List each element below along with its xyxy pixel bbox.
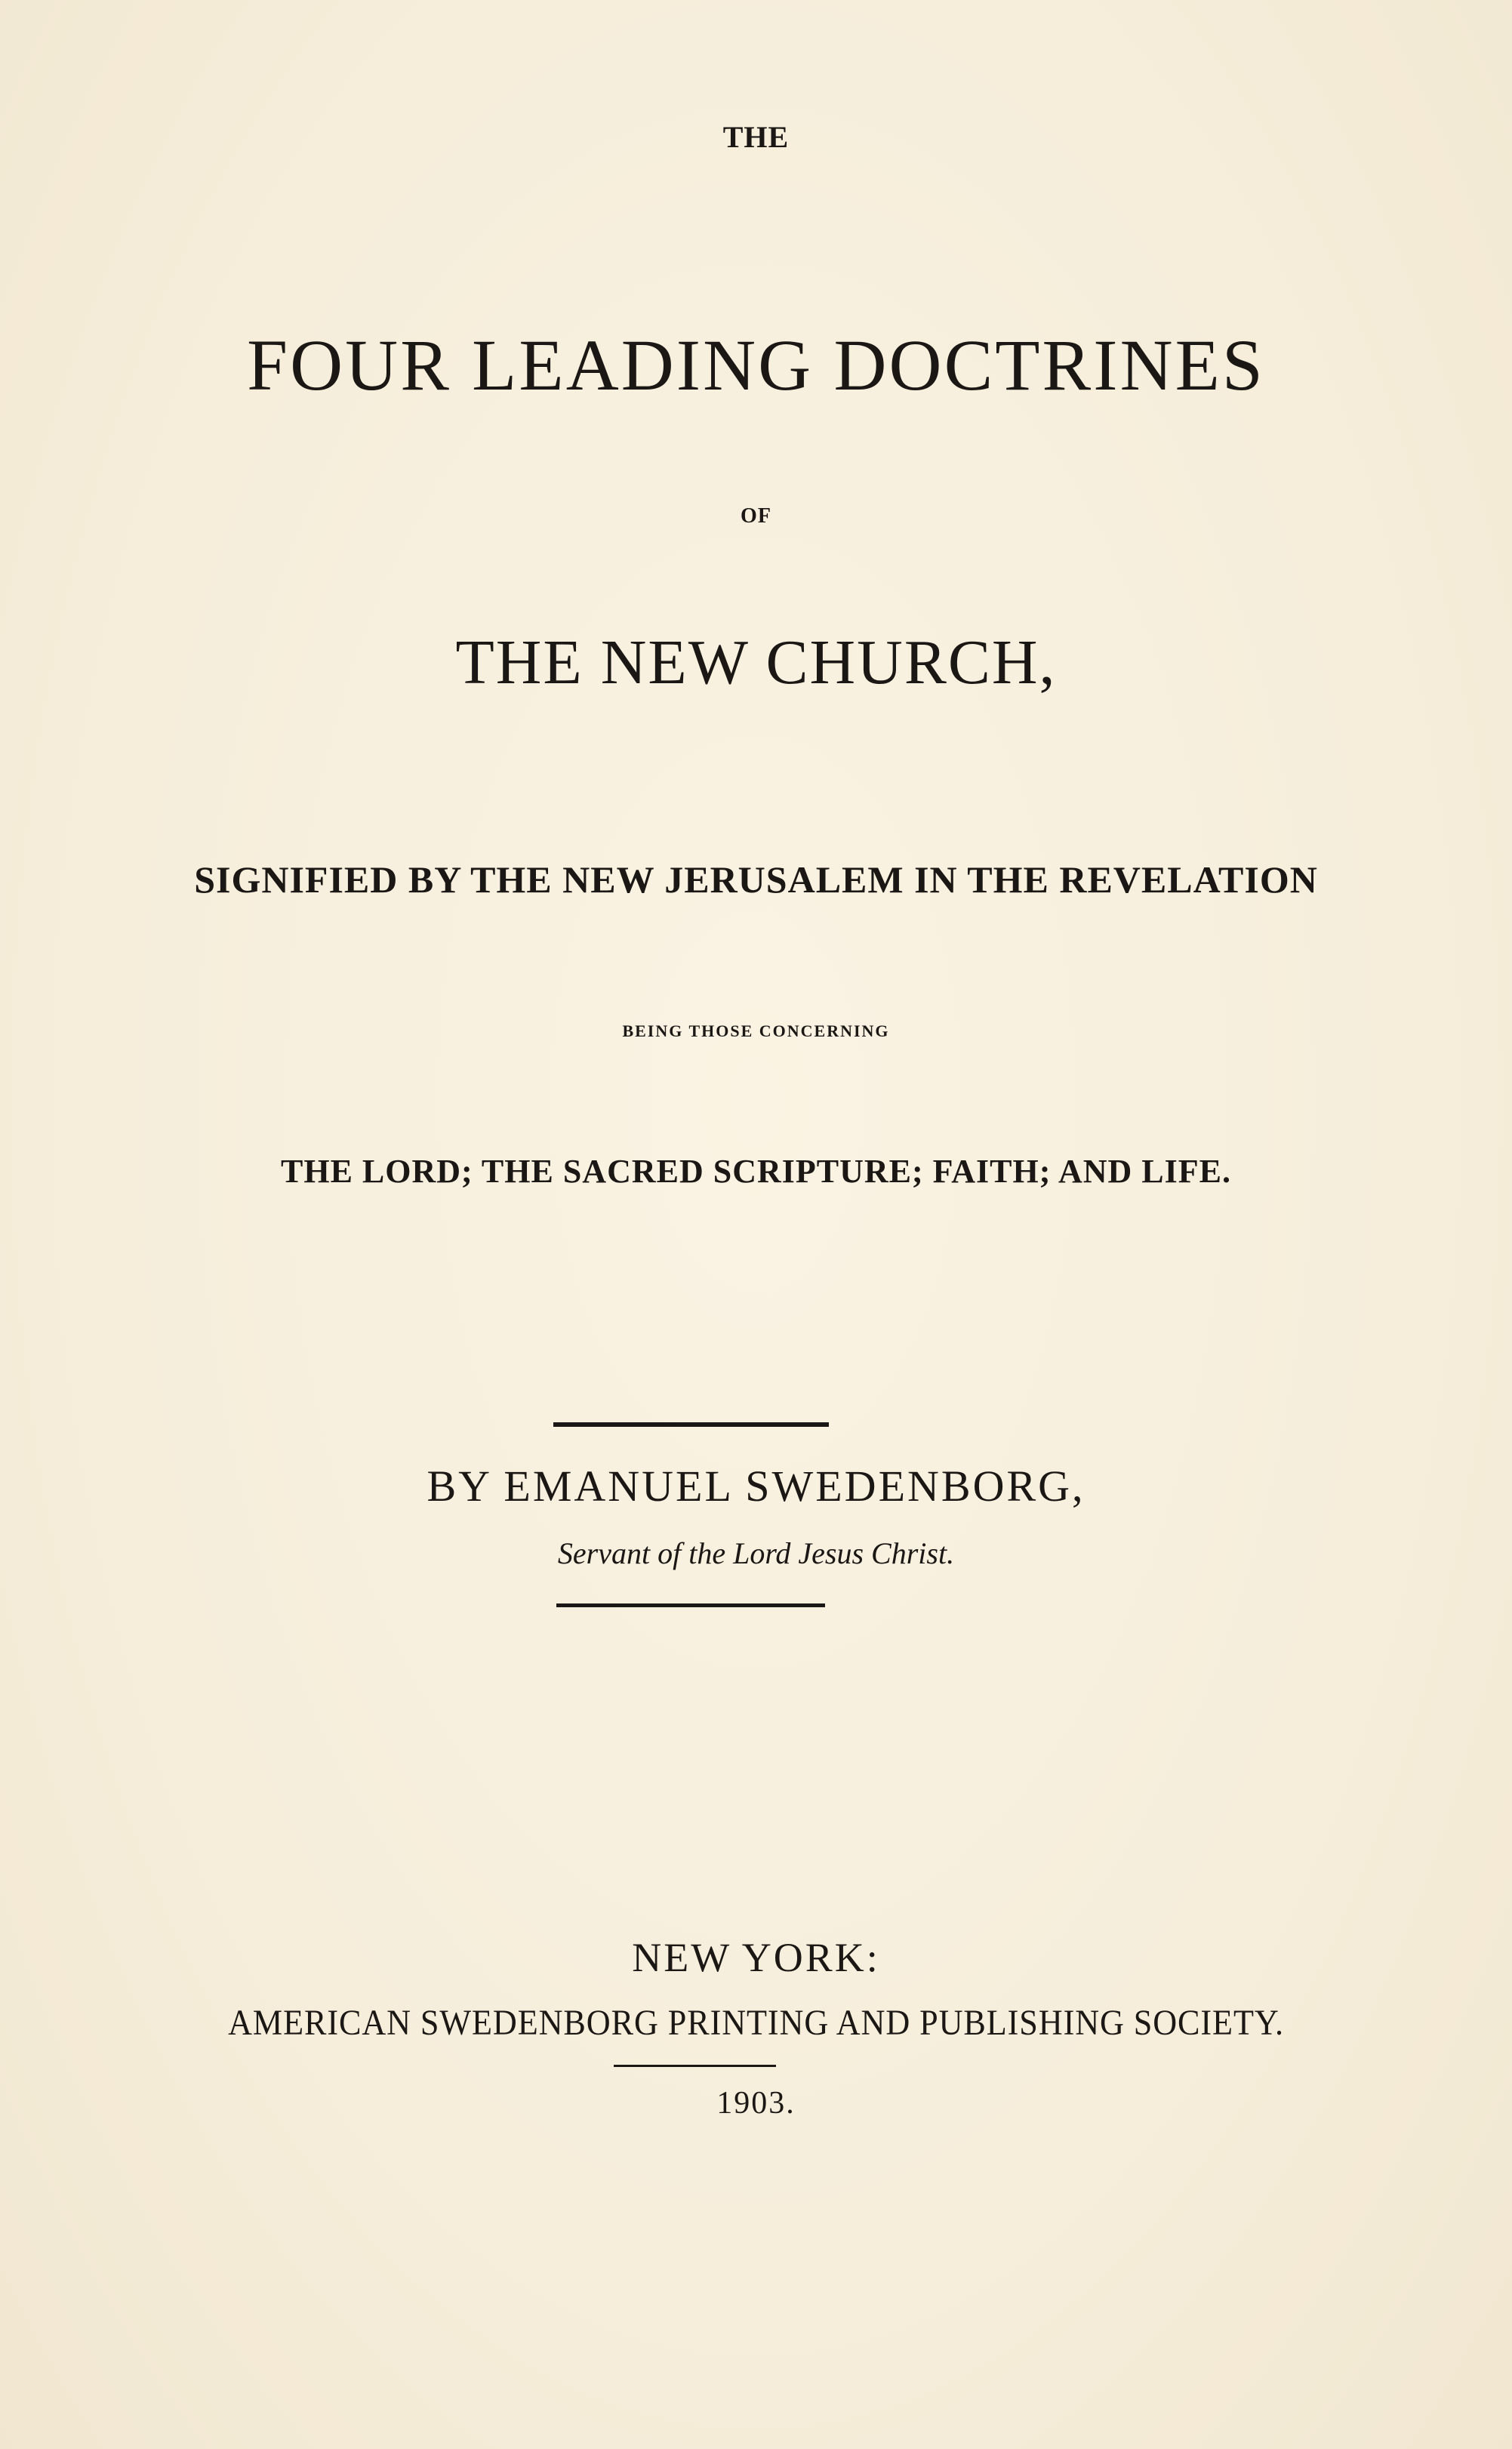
church-title: THE NEW CHURCH, [455,627,1057,698]
preposition-of: OF [741,504,771,528]
author-line: BY EMANUEL SWEDENBORG, [427,1462,1085,1511]
imprint-year: 1903. [716,2086,796,2121]
divider-middle [556,1603,825,1607]
imprint-city: NEW YORK: [632,1935,880,1980]
main-title: FOUR LEADING DOCTRINES [247,325,1265,405]
being-concerning: BEING THOSE CONCERNING [622,1021,890,1040]
divider-top [553,1422,829,1427]
doctrines-list: THE LORD; THE SACRED SCRIPTURE; FAITH; AND LIFE. [281,1153,1231,1190]
divider-bottom [614,2065,776,2067]
signified-subtitle: SIGNIFIED BY THE NEW JERUSALEM IN THE REVELATION [194,858,1318,901]
article-the: THE [722,120,790,154]
imprint-publisher: AMERICAN SWEDENBORG PRINTING AND PUBLISHING SOCIETY. [228,2003,1284,2043]
author-epithet: Servant of the Lord Jesus Christ. [557,1536,955,1570]
